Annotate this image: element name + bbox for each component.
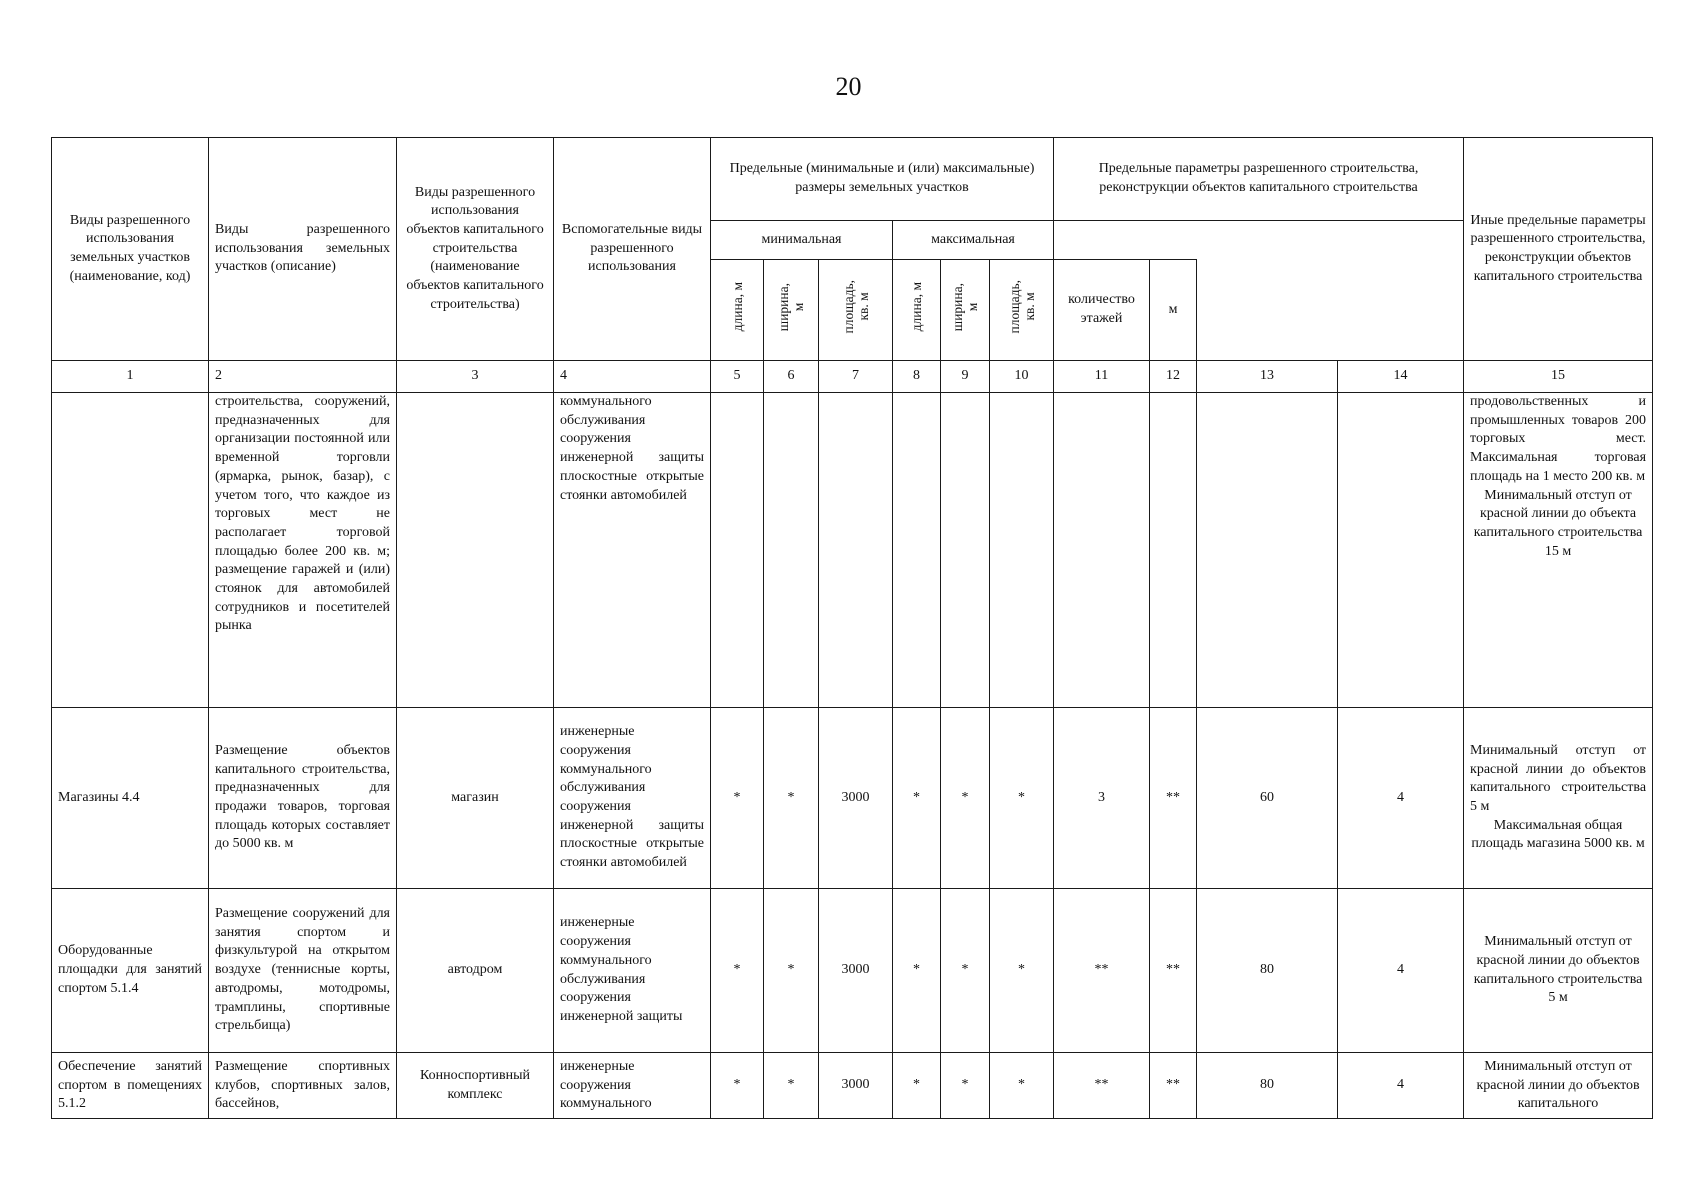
- col-number: 4: [554, 361, 711, 393]
- col-number: 15: [1464, 361, 1653, 393]
- header-group-params: Предельные параметры разрешенного строительства, реконструкции объектов капитального строительства: [1054, 138, 1464, 221]
- cell-max-percent: 80: [1197, 1053, 1338, 1119]
- cell-max-area: *: [990, 889, 1054, 1053]
- cell-min-area: [819, 393, 893, 708]
- cell-min-width: *: [764, 708, 819, 889]
- col-number: 3: [397, 361, 554, 393]
- header-col-1: Виды разрешенного использования земельных участков (наименование, код): [52, 138, 209, 361]
- header-min-width: ширина, м: [764, 260, 819, 361]
- col-number: 5: [711, 361, 764, 393]
- cell-description: строительства, сооружений, предназначенных для организации постоянной или временной торговли (ярмарка, рынок, базар), с учетом того, что каждое из торговых мест не располагает торговой площадью более 200 кв. м; размещение гаражей и (или) стоянок для автомобилей сотрудников и посетителей рынка: [209, 393, 397, 708]
- table-row: [52, 393, 1653, 708]
- cell-min-setback: [1338, 393, 1464, 708]
- cell-min-area: 3000: [819, 1053, 893, 1119]
- cell-min-area: 3000: [819, 889, 893, 1053]
- cell-other-params: Минимальный отступ от красной линии до объектов капитального строительства 5 м: [1464, 889, 1653, 1053]
- cell-min-length: *: [711, 1053, 764, 1119]
- cell-height: **: [1150, 1053, 1197, 1119]
- cell-description: Размещение сооружений для занятия спортом и физкультурой на открытом воздухе (теннисные корты, автодромы, мотодромы, трамплины, спортивные стрельбища): [209, 889, 397, 1053]
- cell-min-setback: 4: [1338, 889, 1464, 1053]
- table-row: [52, 1053, 1653, 1119]
- cell-land-use-name: Обеспечение занятий спортом в помещениях 5.1.2: [52, 1053, 209, 1119]
- col-number: 13: [1197, 361, 1338, 393]
- page-number: 20: [835, 72, 862, 101]
- header-min-length: длина, м: [711, 260, 764, 361]
- cell-max-width: *: [941, 889, 990, 1053]
- cell-max-length: *: [893, 889, 941, 1053]
- col-number: 11: [1054, 361, 1150, 393]
- header-floors-count: количество этажей: [1054, 260, 1150, 361]
- header-col-4: Вспомогательные виды разрешенного использования: [554, 138, 711, 361]
- cell-min-setback: 4: [1338, 1053, 1464, 1119]
- cell-capital-object: Конноспортивный комплекс: [397, 1053, 554, 1119]
- header-max-width: ширина, м: [941, 260, 990, 361]
- cell-height: **: [1150, 708, 1197, 889]
- cell-max-area: *: [990, 708, 1054, 889]
- cell-floors: 3: [1054, 708, 1150, 889]
- cell-auxiliary-uses: инженерные сооружения коммунального обслуживания сооружения инженерной защиты: [554, 889, 711, 1053]
- cell-max-width: *: [941, 708, 990, 889]
- land-use-table: [51, 137, 1653, 1119]
- cell-max-width: [941, 393, 990, 708]
- cell-floors: **: [1054, 1053, 1150, 1119]
- col-number: 7: [819, 361, 893, 393]
- cell-capital-object: автодром: [397, 889, 554, 1053]
- cell-floors: **: [1054, 889, 1150, 1053]
- cell-max-width: *: [941, 1053, 990, 1119]
- col-number: 2: [209, 361, 397, 393]
- cell-min-area: 3000: [819, 708, 893, 889]
- cell-max-area: *: [990, 1053, 1054, 1119]
- cell-min-width: *: [764, 1053, 819, 1119]
- table-row: [52, 708, 1653, 889]
- cell-land-use-name: [52, 393, 209, 708]
- cell-max-length: *: [893, 1053, 941, 1119]
- table-row: [52, 889, 1653, 1053]
- cell-max-length: *: [893, 708, 941, 889]
- header-meters: м: [1150, 260, 1197, 361]
- cell-land-use-name: Магазины 4.4: [52, 708, 209, 889]
- col-number: 14: [1338, 361, 1464, 393]
- header-min-area: площадь, кв. м: [819, 260, 893, 361]
- cell-max-percent: 80: [1197, 889, 1338, 1053]
- header-max-length: длина, м: [893, 260, 941, 361]
- cell-min-length: [711, 393, 764, 708]
- cell-auxiliary-uses: инженерные сооружения коммунального: [554, 1053, 711, 1119]
- header-row-1: [52, 138, 1653, 221]
- cell-max-percent: [1197, 393, 1338, 708]
- col-number: 6: [764, 361, 819, 393]
- col-number: 9: [941, 361, 990, 393]
- col-number: 10: [990, 361, 1054, 393]
- header-max: максимальная: [893, 221, 1054, 260]
- cell-auxiliary-uses: инженерные сооружения коммунального обслуживания сооружения инженерной защиты плоскостные открытые стоянки автомобилей: [554, 708, 711, 889]
- cell-min-length: *: [711, 889, 764, 1053]
- cell-height: **: [1150, 889, 1197, 1053]
- cell-max-length: [893, 393, 941, 708]
- header-col-2: Виды разрешенного использования земельных участков (описание): [209, 138, 397, 361]
- cell-max-percent: 60: [1197, 708, 1338, 889]
- numbers-row: [52, 361, 1653, 393]
- cell-other-params: Минимальный отступ от красной линии до объектов капитального строительства 5 м Максимальная общая площадь магазина 5000 кв. м: [1464, 708, 1653, 889]
- cell-min-width: [764, 393, 819, 708]
- cell-min-setback: 4: [1338, 708, 1464, 889]
- col-number: 12: [1150, 361, 1197, 393]
- cell-min-width: *: [764, 889, 819, 1053]
- cell-land-use-name: Оборудованные площадки для занятий спортом 5.1.4: [52, 889, 209, 1053]
- cell-floors: [1054, 393, 1150, 708]
- header-max-area: площадь, кв. м: [990, 260, 1054, 361]
- cell-other-params: Минимальный отступ от красной линии до объектов капитального: [1464, 1053, 1653, 1119]
- cell-capital-object: магазин: [397, 708, 554, 889]
- col-number: 1: [52, 361, 209, 393]
- cell-auxiliary-uses: коммунального обслуживания сооружения инженерной защиты плоскостные открытые стоянки автомобилей: [554, 393, 711, 708]
- header-group-land: Предельные (минимальные и (или) максимальные) размеры земельных участков: [711, 138, 1054, 221]
- cell-description: Размещение спортивных клубов, спортивных залов, бассейнов,: [209, 1053, 397, 1119]
- header-col-15: Иные предельные параметры разрешенного строительства, реконструкции объектов капитального строительства: [1464, 138, 1653, 361]
- cell-capital-object: [397, 393, 554, 708]
- header-min: минимальная: [711, 221, 893, 260]
- cell-height: [1150, 393, 1197, 708]
- col-number: 8: [893, 361, 941, 393]
- header-col-3: Виды разрешенного использования объектов капитального строительства (наименование объектов капитального строительства): [397, 138, 554, 361]
- cell-max-area: [990, 393, 1054, 708]
- cell-description: Размещение объектов капитального строительства, предназначенных для продажи товаров, торговая площадь которых составляет до 5000 кв. м: [209, 708, 397, 889]
- cell-other-params: продовольственных и промышленных товаров 200 торговых мест. Максимальная торговая площадь на 1 место 200 кв. м Минимальный отступ от красной линии до объекта капитального строительства 15 м: [1464, 393, 1653, 708]
- cell-min-length: *: [711, 708, 764, 889]
